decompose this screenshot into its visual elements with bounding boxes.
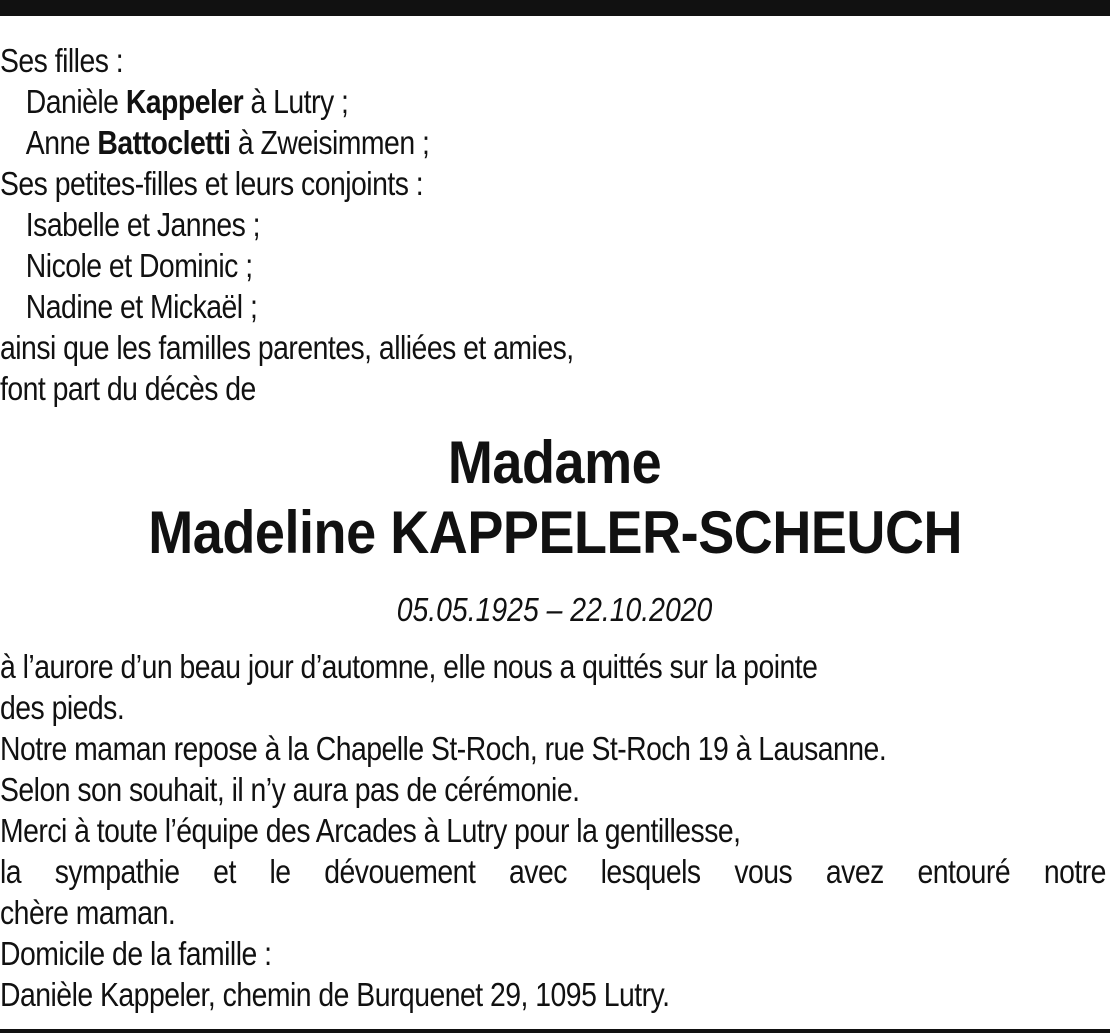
top-rule bbox=[0, 0, 1110, 16]
honorific-text: Madame bbox=[448, 429, 662, 496]
message-line-4: Selon son souhait, il n’y aura pas de cérémonie. bbox=[0, 771, 580, 808]
daughter-2-last-name: Battocletti bbox=[97, 124, 231, 161]
honorific bbox=[0, 428, 1110, 498]
deceased-name-text: Madeline KAPPELER-SCHEUCH bbox=[148, 499, 962, 566]
domicile-label: Domicile de la famille : bbox=[0, 935, 272, 972]
announcement-line: font part du décès de bbox=[0, 370, 256, 407]
deceased-name-block bbox=[0, 428, 1110, 568]
message-line-5: Merci à toute l’équipe des Arcades à Lutry pour la gentillesse, bbox=[0, 812, 741, 849]
daughter-2-place: à Zweisimmen ; bbox=[237, 124, 430, 161]
daughter-1-last-name: Kappeler bbox=[125, 83, 244, 120]
life-dates bbox=[0, 588, 1110, 632]
daughter-2-first-name: Anne bbox=[25, 124, 91, 161]
message-line-7: chère maman. bbox=[0, 894, 176, 931]
message-line-1: à l’aurore d’un beau jour d’automne, elle nous a quittés sur la pointe bbox=[0, 648, 818, 685]
grandchild-3: Nadine et Mickaël ; bbox=[25, 288, 258, 325]
families-line: ainsi que les familles parentes, alliées et amies, bbox=[0, 329, 574, 366]
message-body bbox=[0, 646, 1108, 1015]
daughter-2 bbox=[0, 122, 1108, 163]
message-line-6: la sympathie et le dévouement avec lesquels vous avez entouré notre bbox=[0, 853, 1106, 890]
daughter-1-place: à Lutry ; bbox=[250, 83, 349, 120]
message-line-2: des pieds. bbox=[0, 689, 125, 726]
bottom-rule bbox=[0, 1029, 1110, 1033]
life-dates-text: 05.05.1925 – 22.10.2020 bbox=[397, 591, 713, 628]
domicile-address: Danièle Kappeler, chemin de Burquenet 29, 1095 Lutry. bbox=[0, 976, 670, 1013]
grandchild-1: Isabelle et Jannes ; bbox=[25, 206, 261, 243]
daughter-1-first-name: Danièle bbox=[25, 83, 119, 120]
deceased-name bbox=[0, 498, 1110, 568]
granddaughters-label: Ses petites-filles et leurs conjoints : bbox=[0, 165, 424, 202]
daughters-label: Ses filles : bbox=[0, 42, 124, 79]
grandchild-2: Nicole et Dominic ; bbox=[25, 247, 253, 284]
daughter-1 bbox=[0, 81, 1108, 122]
message-line-3: Notre maman repose à la Chapelle St-Roch, rue St-Roch 19 à Lausanne. bbox=[0, 730, 887, 767]
family-list bbox=[0, 40, 1108, 409]
